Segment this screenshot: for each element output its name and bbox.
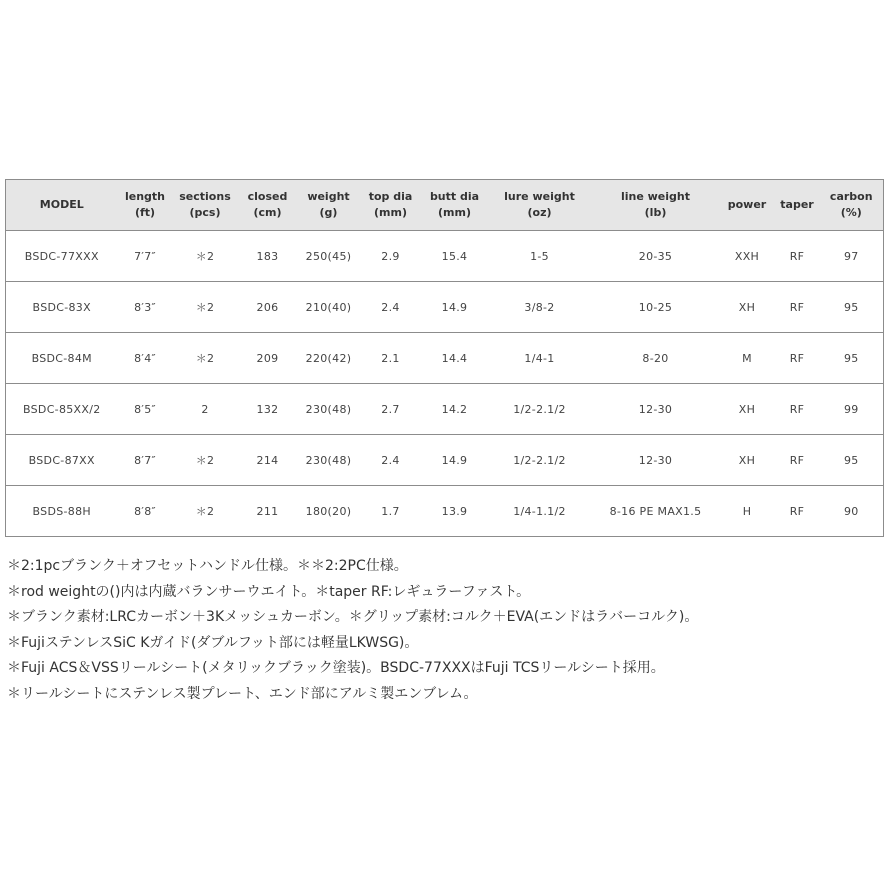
cell-lure-weight: 1/4-1.1/2: [488, 486, 592, 537]
header-line-weight: line weight (lb): [592, 180, 720, 231]
cell-model: BSDC-83X: [6, 282, 118, 333]
cell-length: 8′4″: [118, 333, 173, 384]
cell-lure-weight: 1-5: [488, 231, 592, 282]
cell-line-weight: 8-20: [592, 333, 720, 384]
header-top-dia: top dia (mm): [360, 180, 422, 231]
header-closed: closed (cm): [238, 180, 298, 231]
cell-lure-weight: 1/2-2.1/2: [488, 435, 592, 486]
cell-carbon: 97: [820, 231, 884, 282]
cell-taper: RF: [775, 282, 820, 333]
cell-weight: 230(48): [298, 435, 360, 486]
cell-model: BSDC-87XX: [6, 435, 118, 486]
cell-top-dia: 1.7: [360, 486, 422, 537]
cell-sections: ＊2: [173, 435, 238, 486]
cell-taper: RF: [775, 333, 820, 384]
cell-line-weight: 10-25: [592, 282, 720, 333]
note-line: ＊FujiステンレスSiC Kガイド(ダブルフット部には軽量LKWSG)。: [7, 634, 419, 651]
cell-power: XH: [720, 435, 775, 486]
header-weight: weight (g): [298, 180, 360, 231]
cell-butt-dia: 14.4: [422, 333, 488, 384]
spec-notes: [7, 554, 883, 708]
cell-weight: 230(48): [298, 384, 360, 435]
cell-model: BSDC-85XX/2: [6, 384, 118, 435]
cell-length: 7′7″: [118, 231, 173, 282]
table-body: [6, 231, 884, 537]
cell-carbon: 95: [820, 333, 884, 384]
cell-closed: 214: [238, 435, 298, 486]
cell-model: BSDC-77XXX: [6, 231, 118, 282]
rod-spec-table: [5, 179, 884, 537]
table-row: [6, 282, 884, 333]
header-row: [6, 180, 884, 231]
cell-sections: ＊2: [173, 282, 238, 333]
header-power: power: [720, 180, 775, 231]
header-butt-dia: butt dia (mm): [422, 180, 488, 231]
cell-power: XH: [720, 282, 775, 333]
cell-sections: ＊2: [173, 333, 238, 384]
cell-butt-dia: 14.9: [422, 435, 488, 486]
cell-model: BSDC-84M: [6, 333, 118, 384]
cell-power: M: [720, 333, 775, 384]
cell-top-dia: 2.4: [360, 282, 422, 333]
cell-carbon: 95: [820, 435, 884, 486]
cell-weight: 210(40): [298, 282, 360, 333]
cell-closed: 211: [238, 486, 298, 537]
cell-closed: 209: [238, 333, 298, 384]
cell-line-weight: 12-30: [592, 435, 720, 486]
cell-weight: 180(20): [298, 486, 360, 537]
cell-closed: 183: [238, 231, 298, 282]
cell-sections: 2: [173, 384, 238, 435]
header-taper: taper: [775, 180, 820, 231]
header-carbon: carbon (%): [820, 180, 884, 231]
note-line: ＊2:1pcブランク＋オフセットハンドル仕様。＊＊2:2PC仕様。: [7, 558, 408, 574]
cell-line-weight: 20-35: [592, 231, 720, 282]
cell-line-weight: 12-30: [592, 384, 720, 435]
cell-sections: ＊2: [173, 231, 238, 282]
cell-carbon: 90: [820, 486, 884, 537]
table-header: [6, 180, 884, 231]
cell-power: H: [720, 486, 775, 537]
note-line: ＊Fuji ACS＆VSSリールシート(メタリックブラック塗装)。BSDC-77XXXはFuji TCSリールシート採用。: [7, 660, 665, 677]
cell-top-dia: 2.7: [360, 384, 422, 435]
cell-length: 8′5″: [118, 384, 173, 435]
cell-top-dia: 2.1: [360, 333, 422, 384]
note-line: ＊ブランク素材:LRCカーボン＋3Kメッシュカーボン。＊グリップ素材:コルク＋EVA(エンドはラバーコルク)。: [7, 609, 699, 626]
note-line: ＊rod weightの()内は内蔵バランサーウエイト。＊taper RF:レギュラーファスト。: [7, 583, 531, 600]
header-length: length (ft): [118, 180, 173, 231]
cell-weight: 220(42): [298, 333, 360, 384]
table-row: [6, 435, 884, 486]
table-row: [6, 486, 884, 537]
cell-power: XH: [720, 384, 775, 435]
cell-taper: RF: [775, 384, 820, 435]
header-lure-weight: lure weight (oz): [488, 180, 592, 231]
cell-lure-weight: 1/2-2.1/2: [488, 384, 592, 435]
cell-length: 8′7″: [118, 435, 173, 486]
cell-top-dia: 2.4: [360, 435, 422, 486]
cell-length: 8′8″: [118, 486, 173, 537]
table-row: [6, 384, 884, 435]
header-model: MODEL: [6, 180, 118, 231]
cell-length: 8′3″: [118, 282, 173, 333]
cell-butt-dia: 14.9: [422, 282, 488, 333]
cell-butt-dia: 15.4: [422, 231, 488, 282]
cell-model: BSDS-88H: [6, 486, 118, 537]
cell-top-dia: 2.9: [360, 231, 422, 282]
cell-sections: ＊2: [173, 486, 238, 537]
cell-carbon: 95: [820, 282, 884, 333]
cell-butt-dia: 13.9: [422, 486, 488, 537]
note-line: ＊リールシートにステンレス製プレート、エンド部にアルミ製エンブレム。: [7, 685, 478, 702]
cell-weight: 250(45): [298, 231, 360, 282]
cell-closed: 132: [238, 384, 298, 435]
cell-line-weight: 8-16 PE MAX1.5: [592, 486, 720, 537]
table-row: [6, 333, 884, 384]
cell-closed: 206: [238, 282, 298, 333]
cell-carbon: 99: [820, 384, 884, 435]
cell-butt-dia: 14.2: [422, 384, 488, 435]
cell-lure-weight: 1/4-1: [488, 333, 592, 384]
cell-taper: RF: [775, 435, 820, 486]
header-sections: sections (pcs): [173, 180, 238, 231]
cell-taper: RF: [775, 231, 820, 282]
table-row: [6, 231, 884, 282]
cell-power: XXH: [720, 231, 775, 282]
cell-taper: RF: [775, 486, 820, 537]
cell-lure-weight: 3/8-2: [488, 282, 592, 333]
